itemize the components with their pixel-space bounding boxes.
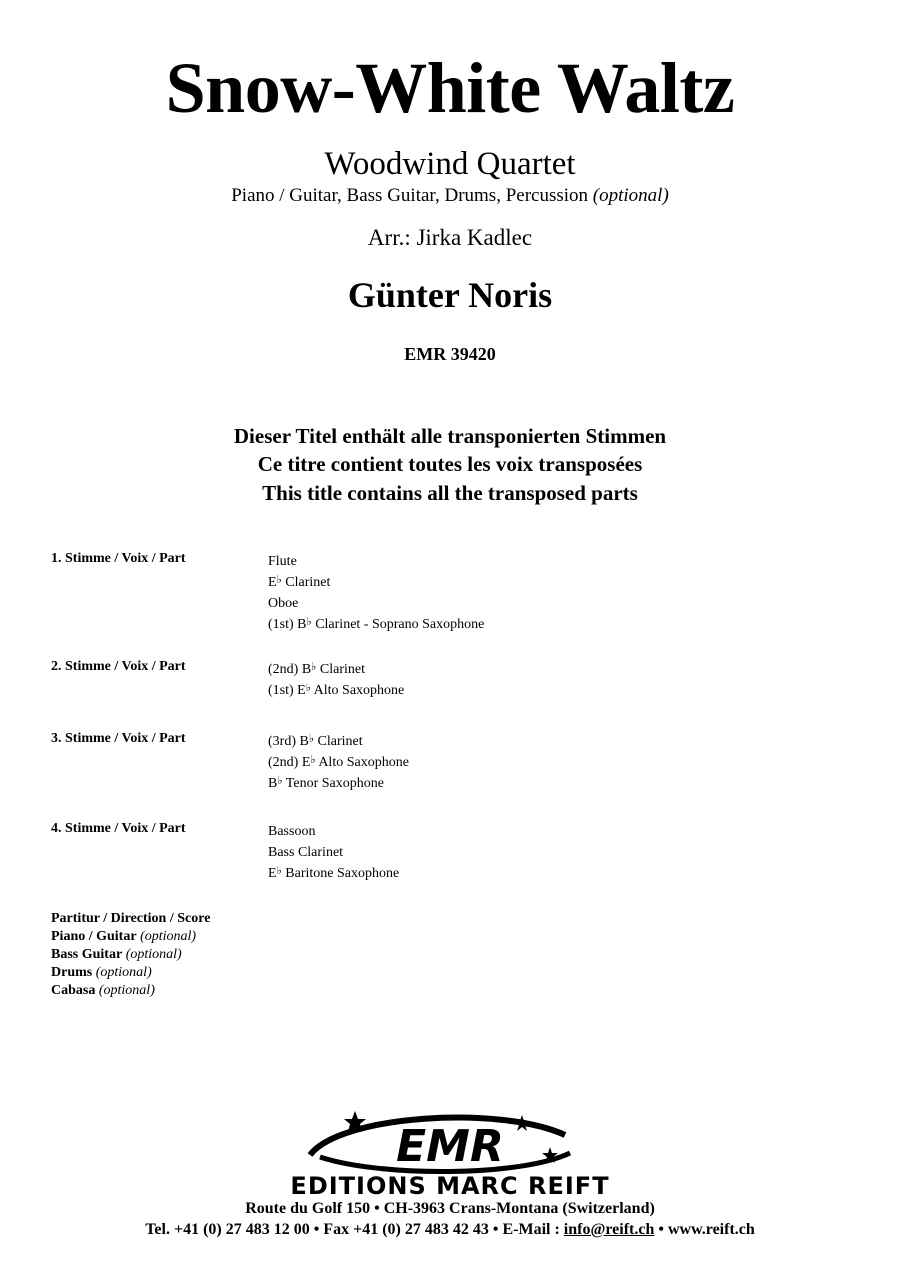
instrument-item: E♭ Clarinet (268, 574, 331, 590)
instrument-item: (2nd) B♭ Clarinet (268, 661, 365, 677)
instrument-item: Bass Clarinet (268, 845, 344, 860)
instrument-item: (1st) E♭ Alto Saxophone (268, 682, 405, 698)
emr-logo (300, 1105, 600, 1180)
instrument-item: (3rd) B♭ Clarinet (268, 733, 363, 749)
part-label: 2. Stimme / Voix / Part (51, 659, 186, 674)
logo-text: EMR (396, 1121, 504, 1172)
additional-part: Piano / Guitar (optional) (51, 929, 197, 944)
subtitle: Woodwind Quartet (324, 146, 576, 182)
publisher-name: EDITIONS MARC REIFT (290, 1172, 610, 1200)
publisher-address: Route du Golf 150 • CH-3963 Crans-Montana (Switzerland) (245, 1200, 655, 1217)
page-title: Snow-White Waltz (165, 48, 735, 128)
part-label: 1. Stimme / Voix / Part (51, 551, 186, 566)
part-label: 3. Stimme / Voix / Part (51, 731, 186, 746)
catalog-number: EMR 39420 (404, 344, 496, 364)
instrument-item: E♭ Baritone Saxophone (268, 865, 400, 881)
notice-french: Ce titre contient toutes les voix transposées (257, 452, 643, 476)
instrumentation-optional: (optional) (592, 185, 669, 206)
additional-part: Drums (optional) (51, 965, 152, 980)
notice-german: Dieser Titel enthält alle transponierten Stimmen (233, 424, 667, 448)
email-link[interactable]: info@reift.ch (563, 1221, 655, 1238)
instrumentation-main: Piano / Guitar, Bass Guitar, Drums, Percussion (231, 185, 589, 206)
part-instrument-list (268, 658, 404, 700)
additional-part: Cabasa (optional) (51, 983, 155, 998)
instrument-item: Flute (268, 554, 297, 569)
instrument-item: (2nd) E♭ Alto Saxophone (268, 754, 409, 770)
composer: Günter Noris (347, 275, 553, 315)
part-instrument-list (268, 730, 409, 793)
instrument-item: Bassoon (268, 824, 316, 839)
additional-parts-list (51, 910, 210, 1000)
additional-part: Bass Guitar (optional) (51, 947, 182, 962)
instrument-item: Oboe (268, 596, 299, 611)
part-label: 4. Stimme / Voix / Part (51, 821, 186, 836)
instrument-item: B♭ Tenor Saxophone (268, 775, 384, 791)
arranger: Arr.: Jirka Kadlec (367, 225, 533, 250)
instrumentation-line (0, 184, 900, 208)
part-instrument-list (268, 550, 484, 634)
notice-english: This title contains all the transposed parts (262, 481, 638, 505)
publisher-contact: Tel. +41 (0) 27 483 12 00 • Fax +41 (0) 27 483 42 43 • E-Mail : info@reift.ch • www.reift.ch (145, 1221, 755, 1238)
instrument-item: (1st) B♭ Clarinet - Soprano Saxophone (268, 616, 485, 632)
part-instrument-list (268, 820, 399, 883)
additional-part: Partitur / Direction / Score (51, 911, 211, 926)
